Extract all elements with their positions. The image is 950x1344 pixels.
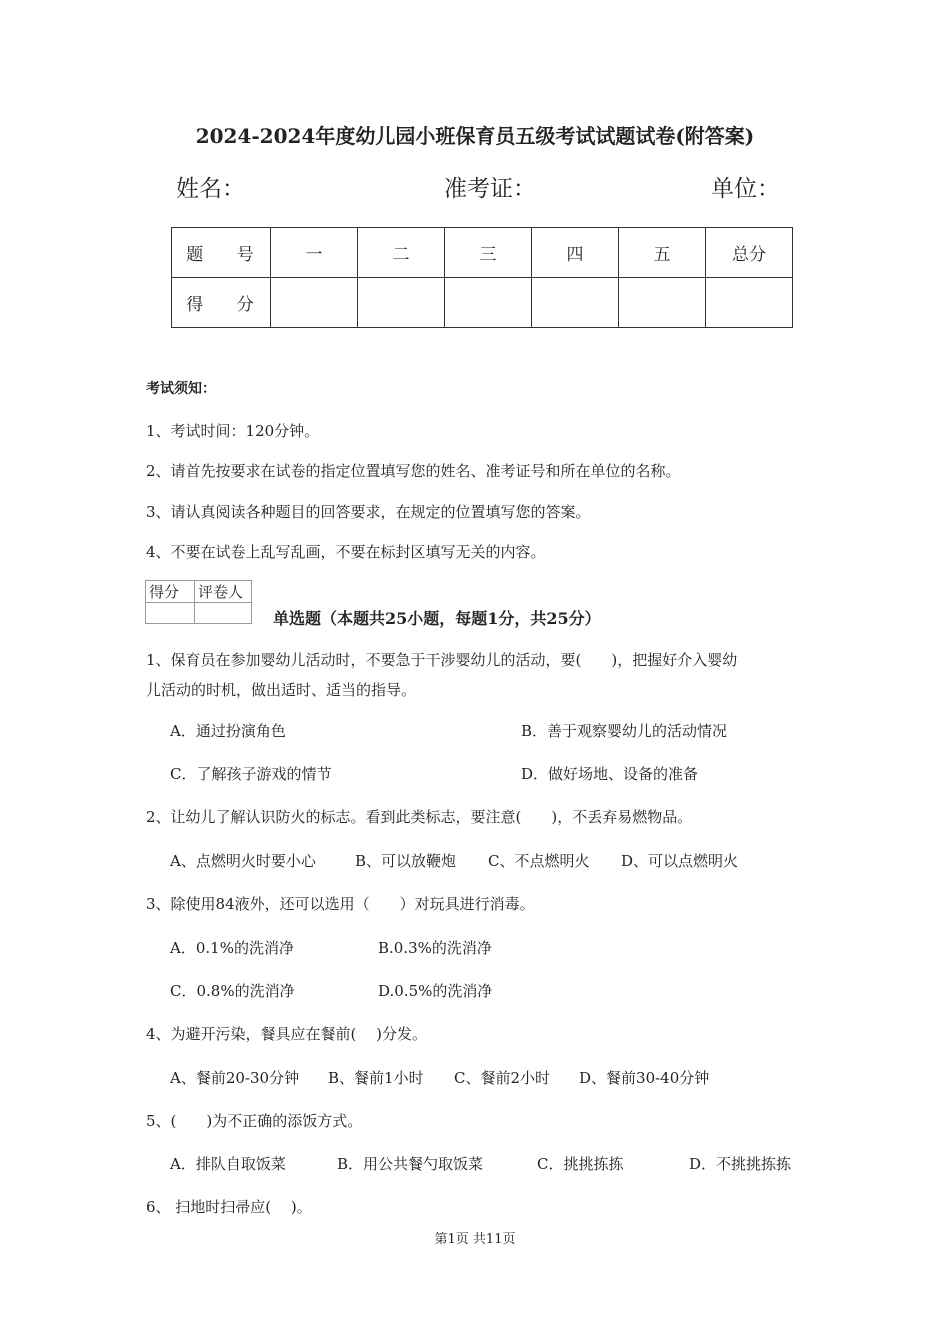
option-b[interactable]: B．善于观察婴幼儿的活动情况 xyxy=(521,722,728,740)
option-d[interactable]: D．不挑挑拣拣 xyxy=(689,1155,792,1173)
score-row-label: 得 分 xyxy=(172,278,271,328)
score-header-cell: 四 xyxy=(532,228,619,278)
exam-id-label: 准考证： xyxy=(444,176,536,202)
unit-label: 单位： xyxy=(711,176,780,202)
option-d[interactable]: D．做好场地、设备的准备 xyxy=(521,765,699,783)
notice-title: 考试须知： xyxy=(146,381,216,397)
grader-table xyxy=(145,580,252,624)
option-b[interactable]: B、可以放鞭炮 xyxy=(355,852,457,870)
option-c[interactable]: C．0.8%的洗消净 xyxy=(170,982,295,1000)
score-table-header-row xyxy=(172,228,793,278)
score-header-cell: 题 号 xyxy=(172,228,271,278)
score-cell[interactable] xyxy=(271,278,358,328)
option-c[interactable]: C、餐前2小时 xyxy=(454,1069,551,1087)
score-header-cell: 五 xyxy=(619,228,706,278)
question-text: 5、( )为不正确的添饭方式。 xyxy=(146,1112,363,1130)
option-b[interactable]: B、餐前1小时 xyxy=(328,1069,424,1087)
option-a[interactable]: A、点燃明火时要小心 xyxy=(170,852,316,870)
option-a[interactable]: A．排队自取饭菜 xyxy=(170,1155,286,1173)
grader-score-cell[interactable] xyxy=(146,603,195,624)
option-c[interactable]: C．挑挑拣拣 xyxy=(537,1155,624,1173)
option-b[interactable]: B.0.3%的洗消净 xyxy=(378,939,492,957)
score-cell[interactable] xyxy=(706,278,793,328)
notice-item: 1、考试时间：120分钟。 xyxy=(146,422,320,440)
notice-item: 3、请认真阅读各种题目的回答要求，在规定的位置填写您的答案。 xyxy=(146,503,591,521)
option-a[interactable]: A．0.1%的洗消净 xyxy=(170,939,294,957)
grader-reviewer-label: 评卷人 xyxy=(195,581,252,603)
score-header-cell: 一 xyxy=(271,228,358,278)
score-cell[interactable] xyxy=(532,278,619,328)
question-text: 1、保育员在参加婴幼儿活动时，不要急于干涉婴幼儿的活动，要( )，把握好介入婴幼 xyxy=(146,651,738,669)
score-header-cell: 二 xyxy=(358,228,445,278)
score-header-cell: 三 xyxy=(445,228,532,278)
option-d[interactable]: D.0.5%的洗消净 xyxy=(378,982,493,1000)
name-label: 姓名： xyxy=(176,176,245,202)
option-a[interactable]: A、餐前20-30分钟 xyxy=(170,1069,300,1087)
question-text: 2、让幼儿了解认识防火的标志。看到此类标志，要注意( )，不丢弃易燃物品。 xyxy=(146,808,693,826)
section-title: 单选题（本题共25小题，每题1分，共25分） xyxy=(273,609,601,628)
notice-item: 4、不要在试卷上乱写乱画，不要在标封区填写无关的内容。 xyxy=(146,543,546,561)
option-d[interactable]: D、餐前30-40分钟 xyxy=(579,1069,710,1087)
page-footer: 第1页 共11页 xyxy=(434,1232,516,1247)
question-text: 6、 扫地时扫帚应( )。 xyxy=(146,1198,312,1216)
score-header-cell: 总分 xyxy=(706,228,793,278)
option-d[interactable]: D、可以点燃明火 xyxy=(621,852,739,870)
candidate-fields xyxy=(176,170,780,204)
score-cell[interactable] xyxy=(445,278,532,328)
score-table xyxy=(171,227,793,328)
grader-reviewer-cell[interactable] xyxy=(195,603,252,624)
question-text: 儿活动的时机，做出适时、适当的指导。 xyxy=(146,681,417,699)
page-title: 2024-2024年度幼儿园小班保育员五级考试试题试卷(附答案) xyxy=(195,124,755,148)
option-b[interactable]: B．用公共餐勺取饭菜 xyxy=(337,1155,484,1173)
option-c[interactable]: C、不点燃明火 xyxy=(488,852,590,870)
grader-score-label: 得分 xyxy=(146,581,195,603)
score-cell[interactable] xyxy=(358,278,445,328)
question-text: 3、除使用84液外，还可以选用（ ）对玩具进行消毒。 xyxy=(146,895,535,913)
option-a[interactable]: A．通过扮演角色 xyxy=(170,722,286,740)
score-table-score-row xyxy=(172,278,793,328)
option-c[interactable]: C．了解孩子游戏的情节 xyxy=(170,765,332,783)
score-cell[interactable] xyxy=(619,278,706,328)
notice-item: 2、请首先按要求在试卷的指定位置填写您的姓名、准考证号和所在单位的名称。 xyxy=(146,462,681,480)
question-text: 4、为避开污染，餐具应在餐前( )分发。 xyxy=(146,1025,428,1043)
